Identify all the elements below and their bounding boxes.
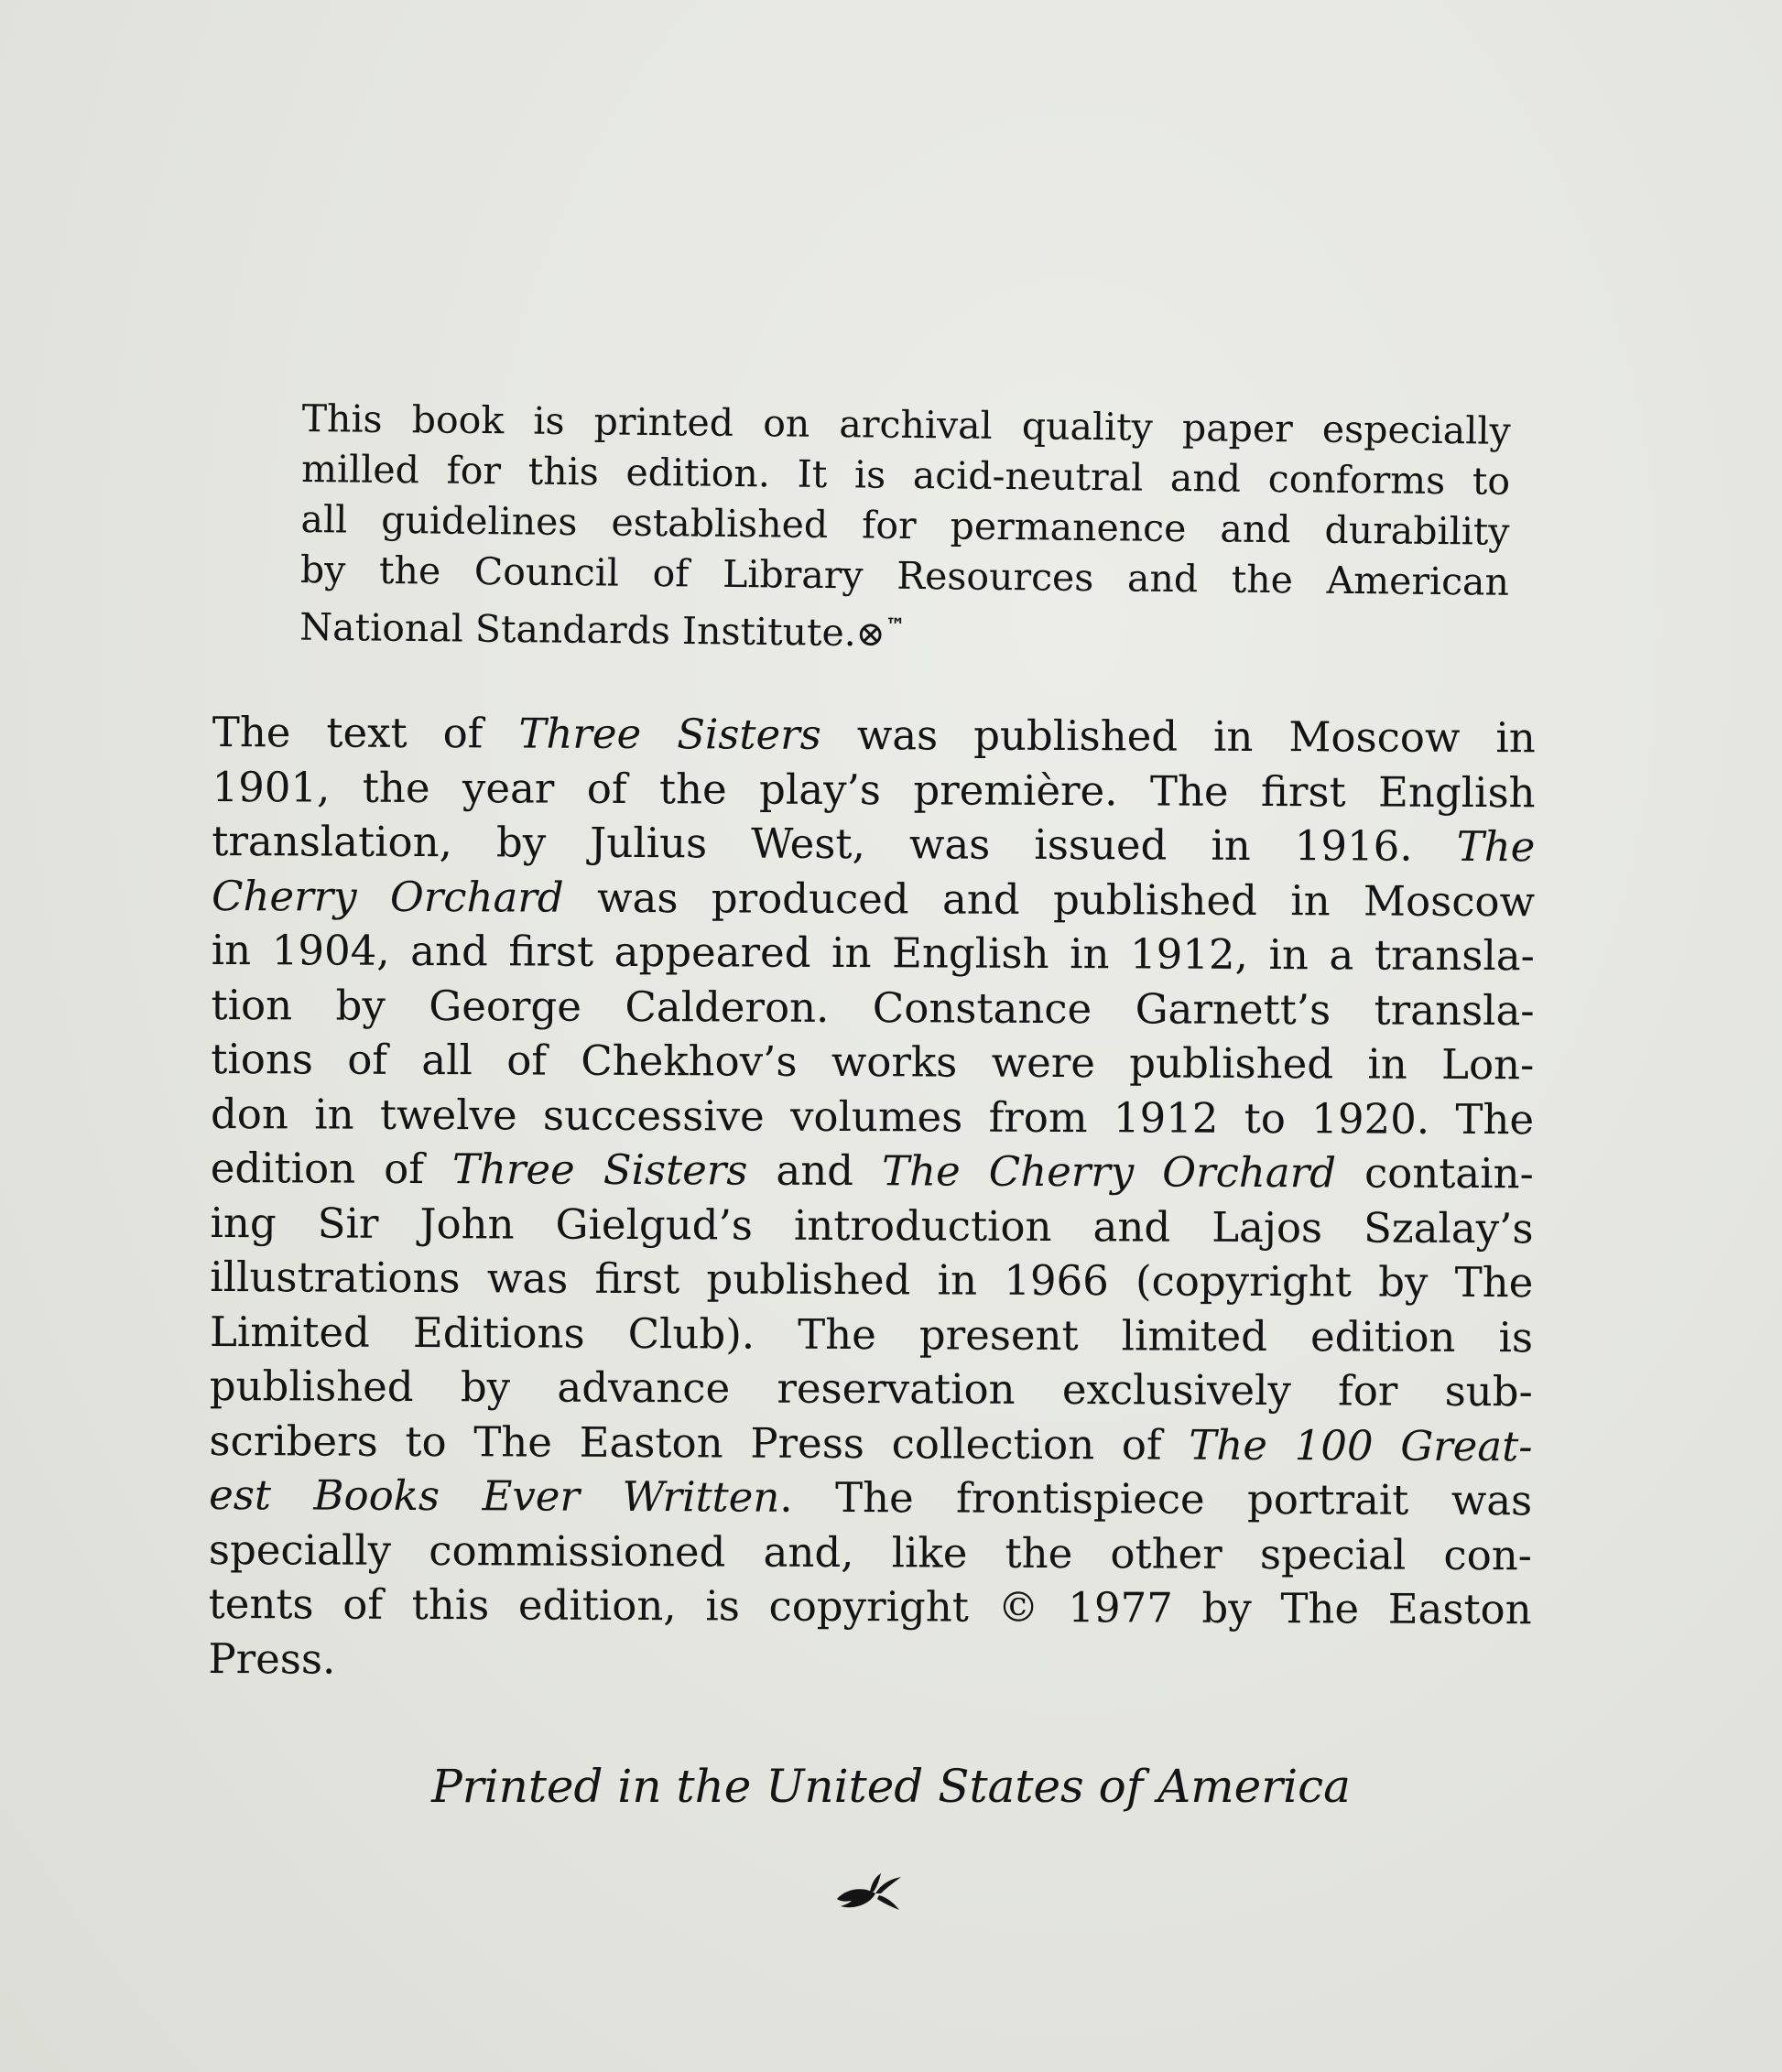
- text-fragment: The text of: [212, 708, 519, 758]
- title-three-sisters: Three Sisters: [518, 709, 821, 759]
- text-line: [211, 1141, 1534, 1201]
- text-line: milled for this edition. It is acid-neutral and conforms to: [300, 446, 1511, 504]
- text-line: tion by George Calderon. Constance Garnett’s transla-: [211, 980, 1535, 1035]
- title-100-greatest-books-part: est Books Ever Written: [209, 1470, 780, 1522]
- text-line: Limited Editions Club). The present limited edition is: [209, 1307, 1534, 1361]
- text-line: all guidelines established for permanence and durability: [300, 496, 1510, 554]
- text-fragment: edition of: [210, 1143, 453, 1194]
- text-line: [212, 705, 1536, 765]
- title-cherry-orchard-part: Cherry Orchard: [211, 871, 564, 922]
- text-line: illustrations was first published in 1966 (copyright by The: [210, 1252, 1534, 1307]
- leaf-ornament-icon: [833, 1871, 907, 1914]
- publication-history-paragraph: [208, 705, 1536, 1691]
- text-line: by the Council of Library Resources and the American: [299, 547, 1510, 604]
- text-fragment: scribers to The Easton Press collection of: [209, 1416, 1190, 1470]
- text-line: 1901, the year of the play’s première. The first English: [212, 762, 1536, 817]
- text-fragment: was published in Moscow in: [820, 710, 1536, 763]
- paper-notice-paragraph: [299, 394, 1511, 666]
- text-line: tions of all of Chekhov’s works were published in Lon-: [211, 1034, 1535, 1090]
- title-100-greatest-books-part: The 100 Great-: [1189, 1420, 1533, 1470]
- text-fragment: translation, by Julius West, was issued in 1916.: [212, 816, 1457, 871]
- title-three-sisters: Three Sisters: [451, 1144, 748, 1195]
- text-line: Press.: [208, 1633, 336, 1684]
- text-fragment: contain-: [1335, 1148, 1534, 1199]
- text-line: published by advance reservation exclusively for sub-: [209, 1361, 1533, 1416]
- text-line: don in twelve successive volumes from 1912 to 1920. The: [210, 1089, 1535, 1144]
- text-line: specially commissioned and, like the other special con-: [208, 1524, 1533, 1579]
- text-fragment: . The frontispiece portrait was: [779, 1472, 1533, 1525]
- title-cherry-orchard: The Cherry Orchard: [881, 1146, 1337, 1198]
- text-line: [209, 1413, 1532, 1473]
- infinity-circle-icon: ⊗: [855, 613, 886, 655]
- title-cherry-orchard-part: The: [1456, 821, 1536, 872]
- printed-in-usa-imprint: Printed in the United States of America: [431, 1760, 1351, 1813]
- trademark-mark: ™: [885, 614, 906, 638]
- text-fragment: was produced and published in Moscow: [563, 873, 1536, 926]
- text-fragment: National Standards Institute.: [299, 604, 857, 656]
- text-line: ing Sir John Gielgud’s introduction and Lajos Szalay’s: [210, 1198, 1534, 1253]
- text-line: [212, 868, 1535, 928]
- text-line: [212, 814, 1535, 874]
- text-fragment: and: [747, 1145, 883, 1196]
- text-line: This book is printed on archival quality paper especially: [301, 396, 1511, 453]
- text-line: tents of this edition, is copyright © 1977 by The Easton: [208, 1578, 1532, 1634]
- text-line: in 1904, and first appeared in English in 1912, in a transla-: [211, 925, 1535, 981]
- text-line: [209, 1468, 1532, 1528]
